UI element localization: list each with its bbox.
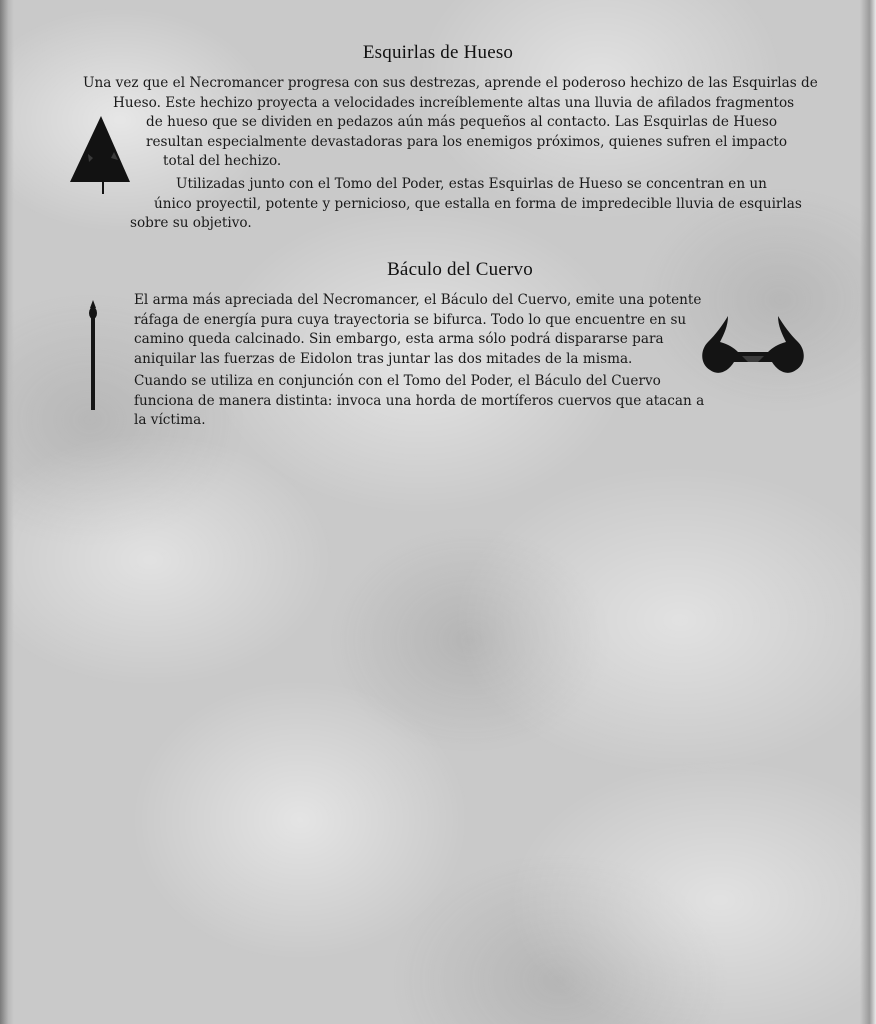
text-line: aniquilar las fuerzas de Eidolon tras juntar las dos mitades de la misma. — [134, 350, 633, 367]
text-line: funciona de manera distinta: invoca una horda de mortíferos cuervos que atacan a — [134, 392, 705, 409]
text-line: Utilizadas junto con el Tomo del Poder, estas Esquirlas de Hueso se concentran en un — [176, 176, 767, 192]
esquirlas-paragraph-1 — [83, 74, 818, 172]
staff-icon — [86, 300, 100, 412]
text-line: único proyectil, potente y pernicioso, que estalla en forma de impredecible lluvia de esquirlas — [154, 195, 802, 212]
text-line: Una vez que el Necromancer progresa con sus destrezas, aprende el poderoso hechizo de las Esquirlas de — [83, 75, 818, 91]
text-line: El arma más apreciada del Necromancer, el Báculo del Cuervo, emite una potente — [134, 292, 702, 308]
page-left-edge — [0, 0, 14, 1024]
esquirlas-paragraph-2 — [130, 175, 802, 234]
text-line: ráfaga de energía pura cuya trayectoria se bifurca. Todo lo que encuentre en su — [134, 311, 687, 328]
text-line: sobre su objetivo. — [130, 215, 252, 231]
horned-crest-icon — [698, 312, 808, 380]
text-line: resultan especialmente devastadoras para los enemigos próximos, quienes sufren el impacto — [146, 133, 788, 150]
text-line: total del hechizo. — [163, 153, 282, 169]
text-line: de hueso que se dividen en pedazos aún más pequeños al contacto. Las Esquirlas de Hueso — [146, 114, 778, 130]
text-line: Hueso. Este hechizo proyecta a velocidades increíblemente altas una lluvia de afilados fragmentos — [113, 94, 795, 111]
baculo-paragraph-1 — [134, 291, 701, 369]
page-right-edge — [860, 0, 876, 1024]
text-line: Cuando se utiliza en conjunción con el Tomo del Poder, el Báculo del Cuervo — [134, 373, 661, 389]
baculo-paragraph-2 — [134, 372, 704, 431]
text-line: camino queda calcinado. Sin embargo, esta arma sólo podrá dispararse para — [134, 331, 664, 347]
section-title-esquirlas: Esquirlas de Hueso — [362, 42, 514, 63]
section-title-baculo: Báculo del Cuervo — [387, 259, 533, 280]
text-line: la víctima. — [134, 412, 206, 428]
